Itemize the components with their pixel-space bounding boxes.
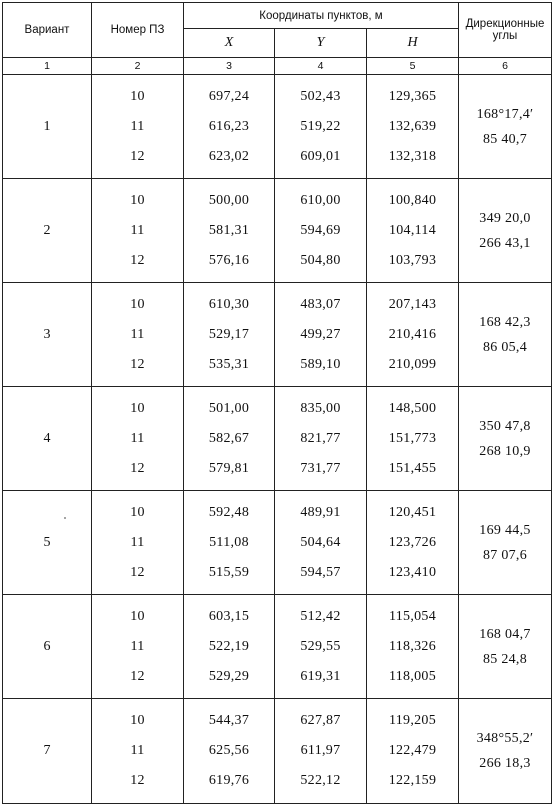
points-value: 11 [130,638,145,654]
x-value: 579,81 [208,460,250,476]
x-value: 500,00 [208,192,250,208]
variant-row [3,491,552,595]
points-value: 11 [130,326,145,342]
angle-value: 168 42,3 [479,314,531,330]
y-value: 512,42 [300,608,341,624]
h-value: 123,410 [388,564,437,580]
points-value: 10 [130,608,145,624]
header-angles: Дирекционные углы [459,3,552,58]
points-value: 12 [130,148,145,164]
cell-h [367,179,459,283]
angle-value: 169 44,5 [479,522,531,538]
cell-h [367,75,459,179]
points-value: 10 [130,713,145,728]
angle-value: 348°55,2′ [476,731,534,746]
variant-number: 4 [3,387,92,491]
variant-row [3,387,552,491]
h-value: 118,005 [388,668,437,684]
y-value: 489,91 [300,504,341,520]
points-value: 11 [130,430,145,446]
variant-number: 2 [3,179,92,283]
y-value: 821,77 [300,430,341,446]
cell-points [92,699,184,804]
y-value: 731,77 [300,460,341,476]
table-body [3,75,552,804]
x-value: 522,19 [208,638,250,654]
variant-number: 3 [3,283,92,387]
y-value: 610,00 [300,192,341,208]
variant-row [3,699,552,804]
points-value: 12 [130,356,145,372]
cell-x [184,699,275,804]
cell-h [367,491,459,595]
x-value: 576,16 [208,252,250,268]
h-value: 120,451 [388,504,437,520]
x-value: 619,76 [208,773,250,788]
col-number-6: 6 [459,58,552,75]
x-value: 623,02 [208,148,250,164]
h-value: 210,099 [388,356,437,372]
y-value: 594,57 [300,564,341,580]
variant-number: 6 [3,595,92,699]
col-number-5: 5 [367,58,459,75]
h-value: 104,114 [388,222,437,238]
cell-y [275,387,367,491]
points-value: 12 [130,668,145,684]
x-value: 511,08 [209,534,249,550]
x-value: 581,31 [208,222,250,238]
angle-value: 86 05,4 [482,339,528,355]
h-value: 151,773 [388,430,437,446]
h-value: 100,840 [388,192,437,208]
y-value: 609,01 [300,148,341,164]
angle-value: 266 43,1 [479,235,531,251]
variant-number: 7 [3,699,92,804]
angle-value: 85 24,8 [482,651,528,667]
cell-points [92,491,184,595]
cell-h [367,699,459,804]
x-value: 625,56 [208,743,250,758]
points-value: 12 [130,773,145,788]
x-value: 616,23 [208,118,250,134]
cell-angles [459,179,552,283]
y-value: 483,07 [300,296,341,312]
y-value: 835,00 [300,400,341,416]
h-value: 122,159 [388,773,437,788]
cell-h [367,283,459,387]
points-value: 12 [130,252,145,268]
y-value: 611,97 [300,743,341,758]
y-value: 504,80 [300,252,341,268]
cell-h [367,387,459,491]
y-value: 529,55 [300,638,341,654]
angle-value: 266 18,3 [479,756,531,771]
angle-value: 350 47,8 [479,418,531,434]
cell-x [184,179,275,283]
col-number-4: 4 [275,58,367,75]
col-number-3: 3 [184,58,275,75]
cell-points [92,387,184,491]
points-value: 10 [130,400,145,416]
x-value: 535,31 [208,356,250,372]
x-value: 515,59 [208,564,250,580]
y-value: 522,12 [300,773,341,788]
y-value: 519,22 [300,118,341,134]
x-value: 529,29 [208,668,250,684]
y-value: 499,27 [300,326,341,342]
h-value: 115,054 [388,608,437,624]
x-value: 529,17 [208,326,250,342]
variant-number: 5 [3,491,92,595]
variant-row [3,283,552,387]
x-value: 544,37 [208,713,250,728]
x-value: 501,00 [208,400,250,416]
y-value: 504,64 [300,534,341,550]
angle-value: 87 07,6 [482,547,528,563]
variant-row [3,75,552,179]
header-x: X [184,29,275,58]
h-value: 119,205 [388,713,437,728]
header-coordinates: Координаты пунктов, м [184,3,459,29]
header-y: Y [275,29,367,58]
h-value: 207,143 [388,296,437,312]
h-value: 129,365 [388,88,437,104]
cell-points [92,179,184,283]
coordinates-table [2,2,552,804]
cell-h [367,595,459,699]
points-value: 11 [130,743,145,758]
y-value: 619,31 [300,668,341,684]
cell-angles [459,387,552,491]
header-variant: Вариант [3,3,92,58]
cell-y [275,699,367,804]
cell-y [275,595,367,699]
points-value: 11 [130,222,145,238]
h-value: 123,726 [388,534,437,550]
angle-value: 168 04,7 [479,626,531,642]
cell-x [184,595,275,699]
points-value: 12 [130,460,145,476]
angle-value: 168°17,4′ [476,106,534,122]
cell-y [275,179,367,283]
x-value: 697,24 [208,88,250,104]
points-value: 12 [130,564,145,580]
h-value: 122,479 [388,743,437,758]
y-value: 594,69 [300,222,341,238]
h-value: 151,455 [388,460,437,476]
h-value: 118,326 [388,638,437,654]
x-value: 582,67 [208,430,250,446]
cell-angles [459,595,552,699]
variant-row [3,595,552,699]
angle-value: 349 20,0 [479,210,531,226]
cell-x [184,75,275,179]
y-value: 627,87 [300,713,341,728]
points-value: 10 [130,504,145,520]
h-value: 132,318 [388,148,437,164]
y-value: 502,43 [300,88,341,104]
col-number-2: 2 [92,58,184,75]
x-value: 610,30 [208,296,250,312]
variant-number: 1 [3,75,92,179]
cell-y [275,75,367,179]
col-number-1: 1 [3,58,92,75]
cell-angles [459,491,552,595]
x-value: 592,48 [208,504,250,520]
y-value: 589,10 [300,356,341,372]
points-value: 10 [130,88,145,104]
cell-y [275,283,367,387]
cell-points [92,595,184,699]
cell-points [92,283,184,387]
x-value: 603,15 [208,608,250,624]
points-value: 10 [130,192,145,208]
cell-x [184,491,275,595]
h-value: 210,416 [388,326,437,342]
header-h: H [367,29,459,58]
cell-points [92,75,184,179]
cell-y [275,491,367,595]
points-value: 11 [130,118,145,134]
points-value: 10 [130,296,145,312]
points-value: 11 [130,534,145,550]
cell-x [184,387,275,491]
variant-row [3,179,552,283]
angle-value: 268 10,9 [479,443,531,459]
print-speck [64,517,66,519]
cell-angles [459,699,552,804]
angle-value: 85 40,7 [482,131,528,147]
header-pz-number: Номер ПЗ [92,3,184,58]
cell-angles [459,283,552,387]
h-value: 103,793 [388,252,437,268]
h-value: 148,500 [388,400,437,416]
h-value: 132,639 [388,118,437,134]
cell-angles [459,75,552,179]
cell-x [184,283,275,387]
